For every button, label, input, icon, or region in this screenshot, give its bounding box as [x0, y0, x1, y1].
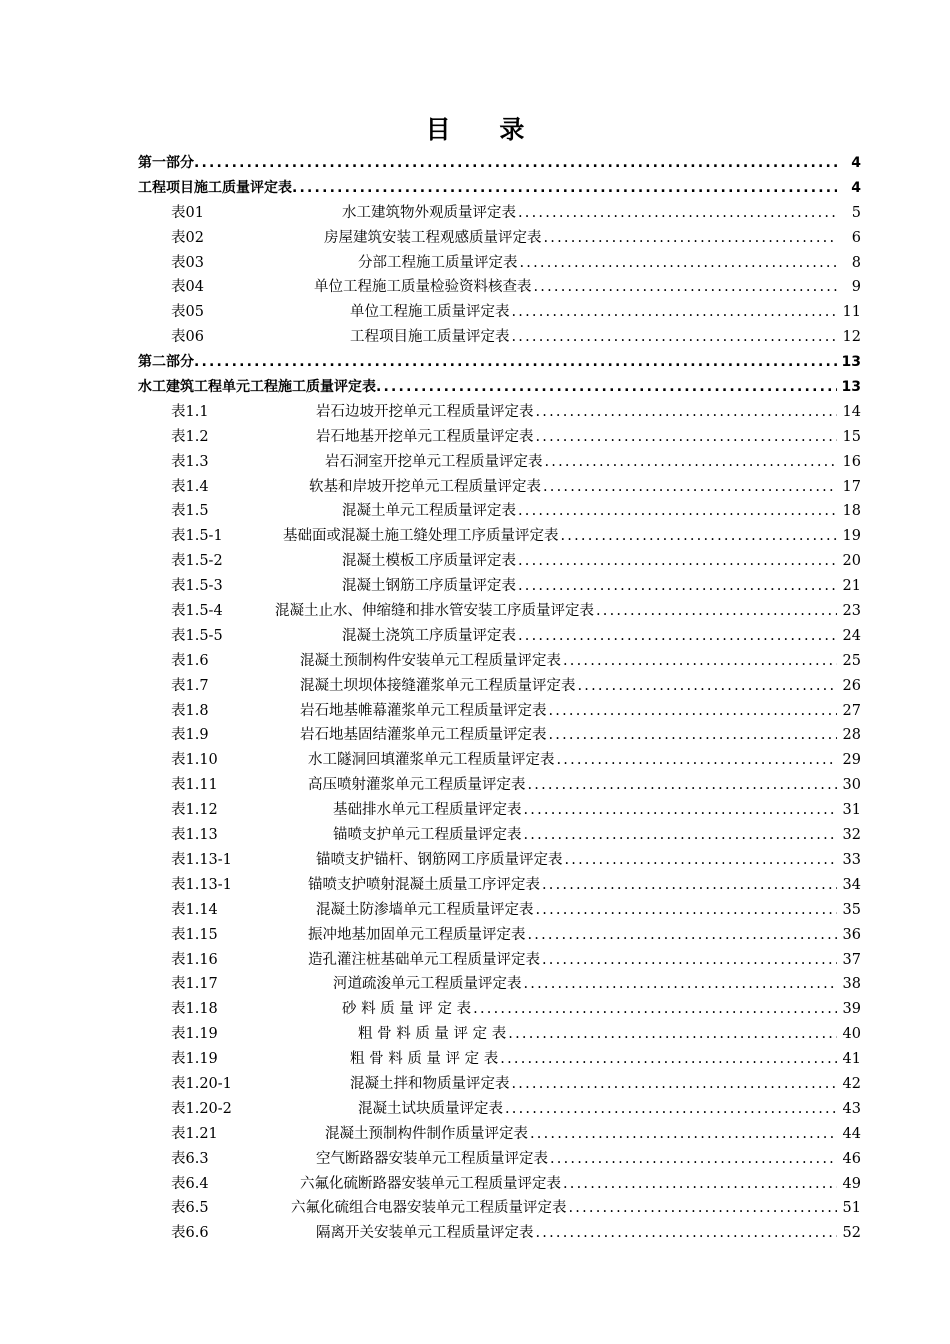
dot-leader	[549, 723, 838, 748]
toc-entry-row[interactable]	[138, 748, 861, 773]
dot-leader	[500, 1047, 837, 1072]
toc-page-number: 12	[842, 329, 861, 346]
toc-page-number: 49	[842, 1175, 861, 1192]
toc-entry-title: 混凝土预制构件安装单元工程质量评定表	[300, 652, 561, 669]
toc-page-number: 51	[842, 1200, 861, 1217]
toc-entry-row[interactable]	[138, 798, 861, 823]
toc-section-row[interactable]	[138, 375, 861, 400]
toc-page-number: 28	[842, 727, 861, 744]
toc-entry-code: 表1.8	[171, 702, 209, 719]
toc-page-number: 23	[842, 603, 861, 620]
toc-entry-code: 表1.5	[171, 503, 209, 520]
toc-entry-row[interactable]	[138, 898, 861, 923]
toc-page-number: 31	[842, 802, 861, 819]
toc-entry-code: 表1.18	[171, 1001, 218, 1018]
toc-section-title: 第一部分	[138, 155, 194, 171]
toc-entry-code: 表1.10	[171, 752, 218, 769]
toc-entry-row[interactable]	[138, 475, 861, 500]
dot-leader	[569, 1196, 838, 1221]
toc-entry-title: 六氟化硫断路器安装单元工程质量评定表	[300, 1175, 561, 1192]
table-of-contents	[138, 151, 861, 1246]
toc-entry-row[interactable]	[138, 1097, 861, 1122]
toc-entry-title: 混凝土浇筑工序质量评定表	[342, 627, 516, 644]
toc-page-number: 17	[842, 478, 861, 495]
dot-leader	[524, 972, 838, 997]
dot-leader	[528, 773, 838, 798]
dot-leader	[518, 574, 837, 599]
toc-entry-code: 表1.19	[171, 1026, 218, 1043]
toc-entry-title: 混凝土止水、伸缩缝和排水管安装工序质量评定表	[275, 603, 594, 620]
toc-entry-title: 混凝土拌和物质量评定表	[350, 1075, 510, 1092]
toc-entry-title: 工程项目施工质量评定表	[350, 329, 510, 346]
toc-entry-code: 表1.5-1	[171, 528, 223, 545]
toc-entry-row[interactable]	[138, 425, 861, 450]
toc-entry-row[interactable]	[138, 1221, 861, 1246]
toc-page-number: 33	[842, 851, 861, 868]
dot-leader	[524, 823, 838, 848]
toc-entry-code: 表1.17	[171, 976, 218, 993]
toc-entry-row[interactable]	[138, 549, 861, 574]
dot-leader	[534, 275, 838, 300]
toc-entry-title: 基础排水单元工程质量评定表	[333, 802, 522, 819]
toc-entry-row[interactable]	[138, 524, 861, 549]
dot-leader	[376, 375, 837, 400]
toc-entry-code: 表1.11	[171, 777, 218, 794]
toc-entry-row[interactable]	[138, 325, 861, 350]
toc-entry-code: 表1.13	[171, 827, 218, 844]
toc-entry-code: 表1.6	[171, 652, 209, 669]
toc-entry-code: 表1.21	[171, 1125, 218, 1142]
dot-leader	[557, 748, 838, 773]
dot-leader	[508, 1022, 837, 1047]
toc-entry-row[interactable]	[138, 773, 861, 798]
dot-leader	[536, 898, 838, 923]
toc-entry-code: 表1.3	[171, 453, 209, 470]
toc-page-number: 43	[842, 1100, 861, 1117]
toc-entry-title: 空气断路器安装单元工程质量评定表	[316, 1150, 548, 1167]
toc-page-number: 9	[851, 279, 861, 296]
toc-page-number: 15	[842, 428, 861, 445]
dot-leader	[520, 251, 838, 276]
dot-leader	[505, 1097, 837, 1122]
toc-section-title: 水工建筑工程单元工程施工质量评定表	[138, 379, 376, 396]
dot-leader	[578, 674, 838, 699]
toc-page-number: 6	[851, 229, 861, 246]
dot-leader	[518, 549, 837, 574]
dot-leader	[518, 624, 837, 649]
toc-page-number: 39	[842, 1001, 861, 1018]
toc-entry-row[interactable]	[138, 275, 861, 300]
toc-entry-title: 混凝土预制构件制作质量评定表	[325, 1125, 528, 1142]
toc-section-title: 第二部分	[138, 354, 194, 371]
dot-leader	[536, 400, 838, 425]
toc-entry-code: 表1.5-3	[171, 578, 223, 595]
dot-leader	[543, 475, 837, 500]
toc-entry-title: 混凝土模板工序质量评定表	[342, 553, 516, 570]
dot-leader	[518, 201, 837, 226]
toc-entry-row[interactable]	[138, 1122, 861, 1147]
toc-entry-row[interactable]	[138, 599, 861, 624]
dot-leader	[528, 923, 838, 948]
toc-entry-row[interactable]	[138, 923, 861, 948]
dot-leader	[194, 151, 837, 176]
dot-leader	[530, 1122, 837, 1147]
toc-entry-code: 表1.15	[171, 926, 218, 943]
toc-entry-code: 表1.2	[171, 428, 209, 445]
toc-entry-title: 混凝土坝坝体接缝灌浆单元工程质量评定表	[300, 677, 576, 694]
toc-page-number: 11	[842, 304, 861, 321]
toc-entry-title: 分部工程施工质量评定表	[358, 254, 518, 271]
dot-leader	[545, 450, 838, 475]
toc-entry-row[interactable]	[138, 674, 861, 699]
toc-entry-title: 岩石地基帷幕灌浆单元工程质量评定表	[300, 702, 547, 719]
toc-page-number: 21	[842, 578, 861, 595]
toc-entry-row[interactable]	[138, 1072, 861, 1097]
dot-leader	[542, 873, 837, 898]
toc-entry-row[interactable]	[138, 848, 861, 873]
toc-entry-code: 表1.7	[171, 677, 209, 694]
toc-entry-row[interactable]	[138, 997, 861, 1022]
toc-entry-code: 表1.12	[171, 802, 218, 819]
page-title: 目 录	[425, 115, 545, 144]
toc-entry-code: 表04	[171, 279, 204, 296]
toc-entry-row[interactable]	[138, 1022, 861, 1047]
dot-leader	[536, 1221, 838, 1246]
toc-page-number: 40	[842, 1026, 861, 1043]
toc-page-number: 52	[842, 1225, 861, 1242]
toc-entry-code: 表1.20-2	[171, 1100, 232, 1117]
toc-entry-code: 表06	[171, 329, 204, 346]
toc-entry-code: 表1.13-1	[171, 851, 232, 868]
toc-entry-row[interactable]	[138, 649, 861, 674]
toc-entry-row[interactable]	[138, 400, 861, 425]
toc-page-number: 41	[842, 1051, 861, 1068]
toc-entry-code: 表01	[171, 204, 204, 221]
toc-entry-title: 粗 骨 料 质 量 评 定 表	[358, 1026, 507, 1043]
dot-leader	[549, 699, 838, 724]
toc-entry-title: 混凝土防渗墙单元工程质量评定表	[316, 901, 534, 918]
toc-page-number: 24	[842, 627, 861, 644]
toc-entry-title: 岩石洞室开挖单元工程质量评定表	[325, 453, 543, 470]
toc-page-number: 25	[842, 652, 861, 669]
toc-page-number: 14	[842, 403, 861, 420]
toc-entry-row[interactable]	[138, 972, 861, 997]
toc-entry-row[interactable]	[138, 300, 861, 325]
dot-leader	[561, 524, 838, 549]
dot-leader	[565, 848, 838, 873]
toc-page-number: 46	[842, 1150, 861, 1167]
toc-entry-title: 房屋建筑安装工程观感质量评定表	[324, 229, 542, 246]
toc-entry-row[interactable]	[138, 1147, 861, 1172]
toc-entry-title: 锚喷支护喷射混凝土质量工序评定表	[308, 876, 540, 893]
toc-entry-row[interactable]	[138, 624, 861, 649]
toc-entry-code: 表03	[171, 254, 204, 271]
toc-entry-code: 表02	[171, 229, 204, 246]
dot-leader	[524, 798, 838, 823]
toc-entry-title: 造孔灌注桩基础单元工程质量评定表	[308, 951, 540, 968]
dot-leader	[550, 1147, 837, 1172]
dot-leader	[512, 325, 838, 350]
toc-page-number: 29	[842, 752, 861, 769]
toc-entry-title: 基础面或混凝土施工缝处理工序质量评定表	[283, 528, 559, 545]
toc-page-number: 5	[851, 204, 861, 221]
toc-page-number: 34	[842, 876, 861, 893]
dot-leader	[473, 997, 837, 1022]
dot-leader	[518, 499, 837, 524]
toc-entry-title: 粗 骨 料 质 量 评 定 表	[350, 1051, 499, 1068]
dot-leader	[544, 226, 838, 251]
toc-page-number: 16	[842, 453, 861, 470]
toc-entry-title: 岩石边坡开挖单元工程质量评定表	[316, 403, 534, 420]
toc-entry-row[interactable]	[138, 1047, 861, 1072]
toc-entry-title: 锚喷支护锚杆、钢筋网工序质量评定表	[316, 851, 563, 868]
toc-entry-title: 混凝土单元工程质量评定表	[342, 503, 516, 520]
toc-section-row[interactable]	[138, 176, 861, 201]
toc-entry-title: 锚喷支护单元工程质量评定表	[333, 827, 522, 844]
toc-entry-row[interactable]	[138, 723, 861, 748]
toc-page-number: 32	[842, 827, 861, 844]
toc-entry-row[interactable]	[138, 251, 861, 276]
toc-page-number: 8	[851, 254, 861, 271]
toc-page-number: 4	[851, 179, 861, 196]
toc-page-number: 30	[842, 777, 861, 794]
toc-entry-row[interactable]	[138, 1172, 861, 1197]
dot-leader	[512, 1072, 838, 1097]
toc-entry-code: 表1.5-2	[171, 553, 223, 570]
toc-entry-row[interactable]	[138, 873, 861, 898]
toc-section-title: 工程项目施工质量评定表	[138, 179, 292, 196]
toc-entry-code: 表1.19	[171, 1051, 218, 1068]
dot-leader	[563, 649, 837, 674]
toc-entry-code: 表1.13-1	[171, 876, 232, 893]
toc-page-number: 13	[841, 354, 861, 371]
toc-entry-code: 表6.6	[171, 1225, 209, 1242]
toc-entry-row[interactable]	[138, 948, 861, 973]
toc-entry-title: 高压喷射灌浆单元工程质量评定表	[308, 777, 526, 794]
toc-page-number: 44	[842, 1125, 861, 1142]
toc-section-row[interactable]	[138, 151, 861, 176]
dot-leader	[536, 425, 838, 450]
toc-entry-title: 六氟化硫组合电器安装单元工程质量评定表	[291, 1200, 567, 1217]
toc-page-number: 42	[842, 1075, 861, 1092]
toc-entry-code: 表1.16	[171, 951, 218, 968]
toc-entry-row[interactable]	[138, 450, 861, 475]
toc-entry-title: 岩石地基开挖单元工程质量评定表	[316, 428, 534, 445]
toc-entry-title: 混凝土试块质量评定表	[358, 1100, 503, 1117]
toc-entry-row[interactable]	[138, 499, 861, 524]
toc-entry-code: 表6.3	[171, 1150, 209, 1167]
toc-entry-code: 表05	[171, 304, 204, 321]
toc-entry-code: 表1.9	[171, 727, 209, 744]
toc-page-number: 13	[841, 379, 861, 396]
toc-entry-title: 隔离开关安装单元工程质量评定表	[316, 1225, 534, 1242]
toc-entry-title: 岩石地基固结灌浆单元工程质量评定表	[300, 727, 547, 744]
toc-entry-row[interactable]	[138, 201, 861, 226]
toc-entry-title: 水工隧洞回填灌浆单元工程质量评定表	[308, 752, 555, 769]
toc-page-number: 35	[842, 901, 861, 918]
toc-entry-code: 表1.5-5	[171, 627, 223, 644]
dot-leader	[596, 599, 837, 624]
toc-entry-title: 软基和岸坡开挖单元工程质量评定表	[309, 478, 541, 495]
toc-page-number: 27	[842, 702, 861, 719]
toc-entry-code: 表1.14	[171, 901, 218, 918]
toc-page-number: 4	[851, 155, 861, 171]
dot-leader	[512, 300, 838, 325]
toc-page-number: 37	[842, 951, 861, 968]
toc-entry-code: 表1.4	[171, 478, 209, 495]
dot-leader	[292, 176, 837, 201]
toc-entry-row[interactable]	[138, 226, 861, 251]
toc-entry-code: 表6.5	[171, 1200, 209, 1217]
toc-entry-row[interactable]	[138, 1196, 861, 1221]
toc-entry-title: 单位工程施工质量检验资料核查表	[314, 279, 532, 296]
toc-entry-code: 表6.4	[171, 1175, 209, 1192]
toc-entry-title: 河道疏浚单元工程质量评定表	[333, 976, 522, 993]
toc-entry-row[interactable]	[138, 574, 861, 599]
dot-leader	[542, 948, 837, 973]
toc-entry-code: 表1.1	[171, 403, 209, 420]
toc-entry-row[interactable]	[138, 823, 861, 848]
toc-entry-title: 单位工程施工质量评定表	[350, 304, 510, 321]
toc-page-number: 36	[842, 926, 861, 943]
toc-entry-row[interactable]	[138, 699, 861, 724]
toc-entry-code: 表1.20-1	[171, 1075, 232, 1092]
toc-page-number: 18	[842, 503, 861, 520]
toc-entry-title: 振冲地基加固单元工程质量评定表	[308, 926, 526, 943]
toc-page-number: 20	[842, 553, 861, 570]
toc-section-row[interactable]	[138, 350, 861, 375]
dot-leader	[194, 350, 837, 375]
toc-page-number: 26	[842, 677, 861, 694]
toc-entry-code: 表1.5-4	[171, 603, 223, 620]
dot-leader	[563, 1172, 837, 1197]
toc-page-number: 38	[842, 976, 861, 993]
toc-entry-title: 水工建筑物外观质量评定表	[342, 204, 516, 221]
toc-entry-title: 混凝土钢筋工序质量评定表	[342, 578, 516, 595]
toc-page-number: 19	[842, 528, 861, 545]
toc-entry-title: 砂 料 质 量 评 定 表	[342, 1001, 472, 1018]
